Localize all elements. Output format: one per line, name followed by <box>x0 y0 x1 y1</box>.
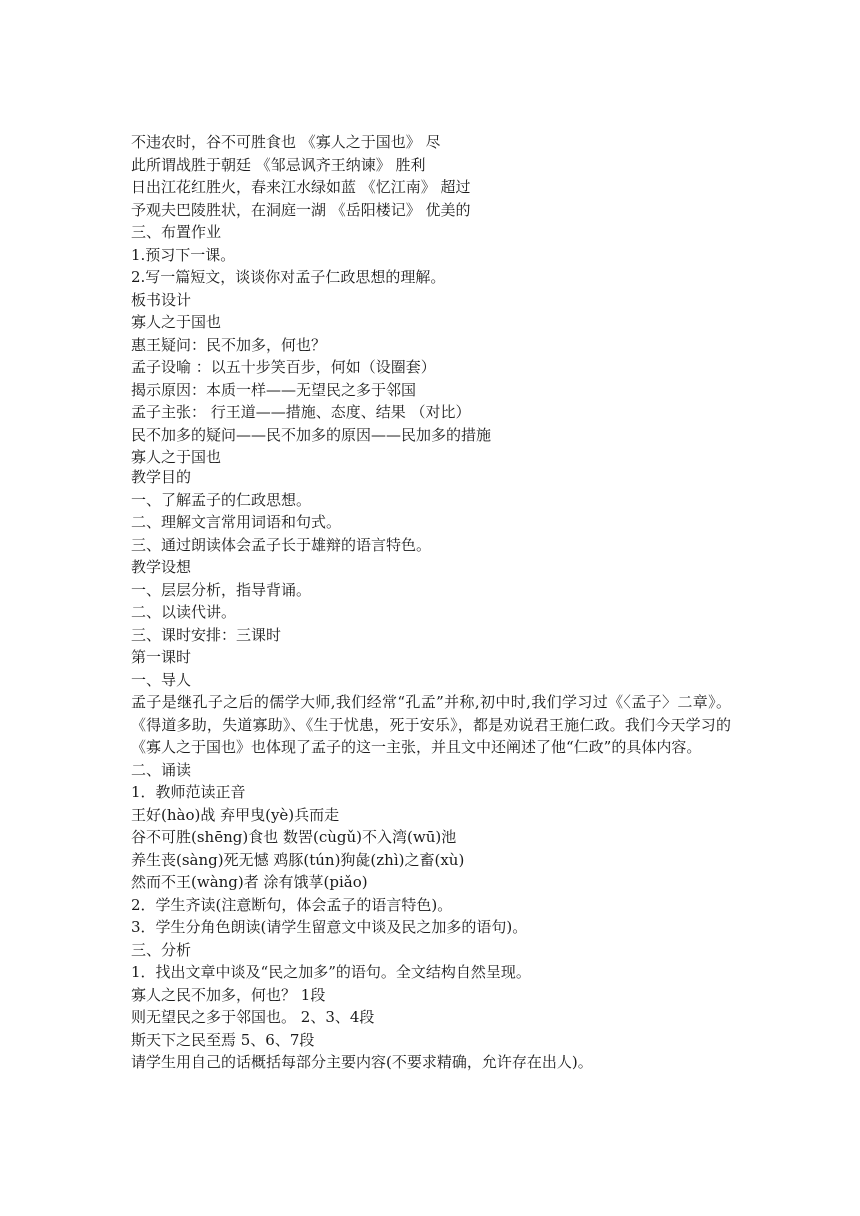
text-line: 孟子主张： 行王道——措施、态度、结果 （对比） <box>131 403 471 421</box>
section-heading: 板书设计 <box>131 290 192 309</box>
text-line: 1．找出文章中谈及“民之加多”的语句。全文结构自然呈现。 <box>131 963 531 981</box>
text-line: 揭示原因：本质一样——无望民之多于邻国 <box>131 380 417 399</box>
section-heading: 二、诵读 <box>131 760 192 779</box>
intro-paragraph: 孟子是继孔子之后的儒学大师,我们经常“孔孟”并称,初中时,我们学习过《〈孟子〉二章》。《得道多助，失道寡助》、《生于忧患，死于安乐》，都是劝说君王施仁政。我们今天学习的《寡人之于国也》也体现了孟子的这一主张，并且文中还阐述了他“仁政”的具体内容。 <box>131 693 731 756</box>
text-line: 一、了解孟子的仁政思想。 <box>131 490 312 509</box>
text-line: 1．教师范读正音 <box>131 783 246 801</box>
section-heading: 三、分析 <box>131 940 192 959</box>
text-line: 孟子设喻 ：以五十步笑百步，何如（设圈套） <box>131 358 436 376</box>
text-line: 3．学生分角色朗读(请学生留意文中谈及民之加多的语句)。 <box>131 918 528 936</box>
text-line: 日出江花红胜火，春来江水绿如蓝 《忆江南》 超过 <box>131 178 471 196</box>
text-line: 王好(hào)战 弃甲曳(yè)兵而走 <box>131 805 340 824</box>
text-line: 则无望民之多于邻国也。 2、3、4段 <box>131 1008 375 1026</box>
text-line: 惠王疑问：民不加多，何也？ <box>131 335 327 354</box>
text-line: 二、理解文言常用词语和句式。 <box>131 513 342 531</box>
text-line: 斯天下之民至焉 5、6、7段 <box>131 1030 315 1049</box>
text-block-top <box>131 131 731 469</box>
section-heading: 教学目的 <box>131 468 192 486</box>
text-line: 养生丧(sàng)死无憾 鸡豚(tún)狗彘(zhì)之畜(xù) <box>131 850 465 869</box>
text-line: 三、通过朗读体会孟子长于雄辩的语言特色。 <box>131 535 432 554</box>
text-line: 寡人之于国也 <box>131 313 222 331</box>
text-line: 2．学生齐读(注意断句，体会孟子的语言特色)。 <box>131 895 453 914</box>
text-line: 2.写一篇短文，谈谈你对孟子仁政思想的理解。 <box>131 268 446 286</box>
text-line: 此所谓战胜于朝廷 《邹忌讽齐王纳谏》 胜利 <box>131 155 426 174</box>
text-line: 谷不可胜(shēng)食也 数罟(cùgǔ)不入湾(wū)池 <box>131 828 457 846</box>
text-line: 不违农时，谷不可胜食也 《寡人之于国也》 尽 <box>131 133 441 151</box>
section-heading: 教学设想 <box>131 558 192 576</box>
section-heading: 一、导人 <box>131 670 192 689</box>
text-line: 二、以读代讲。 <box>131 603 237 621</box>
text-line: 一、层层分析，指导背诵。 <box>131 580 312 599</box>
text-line: 民不加多的疑问——民不加多的原因——民加多的措施 <box>131 425 492 444</box>
text-line: 1.预习下一课。 <box>131 245 236 264</box>
text-line: 予观夫巴陵胜状，在洞庭一湖 《岳阳楼记》 优美的 <box>131 200 471 219</box>
text-line: 寡人之民不加多，何也？ 1段 <box>131 985 326 1004</box>
text-line: 然而不王(wàng)者 涂有饿莩(piǎo) <box>131 873 368 891</box>
text-line: 请学生用自己的话概括每部分主要内容(不要求精确，允许存在出人)。 <box>131 1053 593 1071</box>
text-line: 三、课时安排：三课时 <box>131 625 282 644</box>
text-block-bottom <box>131 466 731 1074</box>
section-heading: 第一课时 <box>131 648 192 666</box>
text-line: 寡人之于国也 <box>131 448 222 466</box>
section-heading: 三、布置作业 <box>131 223 222 241</box>
